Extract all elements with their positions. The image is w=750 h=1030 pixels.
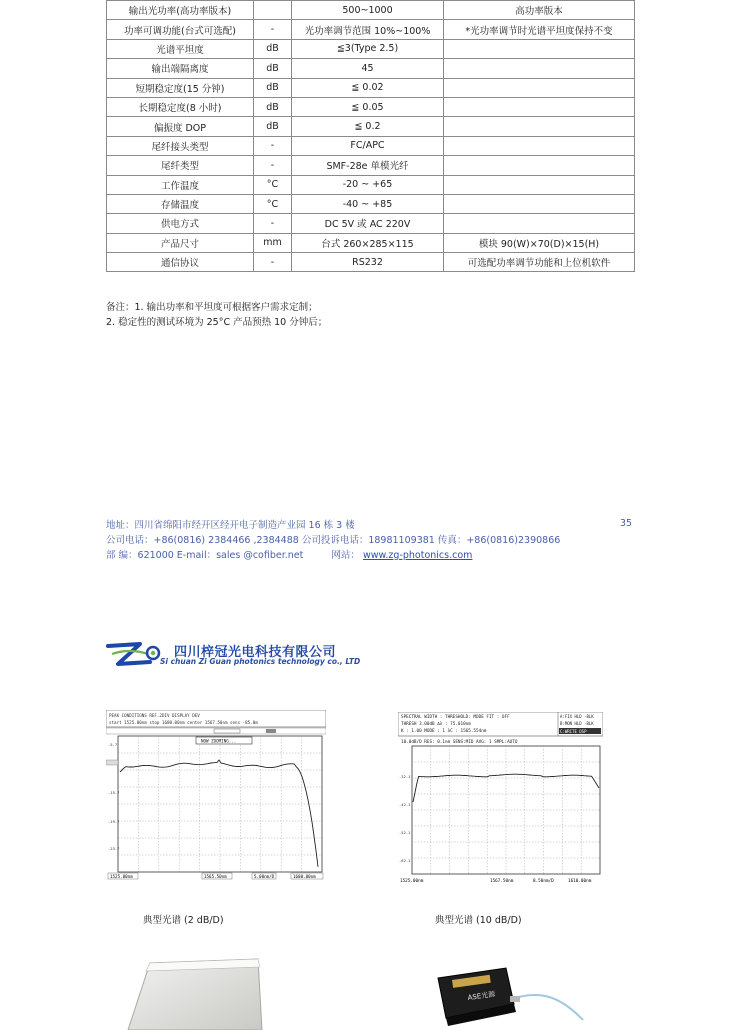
table-cell: - [254,20,292,39]
table-row [107,1,635,20]
table-cell [444,156,635,175]
notes [106,300,327,330]
note-line-2: 2. 稳定性的测试环境为 25°C 产品预热 10 分钟后； [106,317,328,328]
table-cell: 输出光功率(高功率版本) [107,1,254,20]
table-row [107,233,635,252]
table-cell: 产品尺寸 [107,233,254,252]
module-unit-photo [418,960,588,1030]
table-cell [444,59,635,78]
table-cell: mm [254,233,292,252]
table-cell: 高功率版本 [444,1,635,20]
table-cell: 长期稳定度(8 小时) [107,97,254,116]
svg-text:-15.7: -15.7 [108,790,120,795]
table-cell: - [254,136,292,155]
svg-text:-52.1: -52.1 [399,830,411,835]
table-row [107,78,635,97]
spectrum-right-scale: 10.0dB/D RES: 0.1nm SENS:MID AVG: 1 SMPL:AUTO [401,740,518,745]
spectrum-right-x-end: 1610.00nm [568,879,592,884]
spectrum-left-caption: 典型光谱 (2 dB/D) [143,915,224,926]
spectrum-left [106,710,326,882]
footer-address: 地址：四川省绵阳市经开区经开电子制造产业园 16 栋 3 楼 [106,520,355,531]
table-cell: 尾纤类型 [107,156,254,175]
table-cell: 尾纤接头类型 [107,136,254,155]
spectrum-right-side-2: B:MON HLD -BLK [560,721,594,726]
table-cell: SMF-28e 单模光纤 [292,156,444,175]
table-cell: - [254,156,292,175]
svg-text:-23.7: -23.7 [108,846,120,851]
table-row [107,136,635,155]
table-cell: 光谱平坦度 [107,39,254,58]
table-cell: 功率可调功能(台式可选配) [107,20,254,39]
table-row [107,175,635,194]
benchtop-unit-photo [120,955,280,1030]
zg-logo-icon [108,644,159,664]
spec-table [106,0,635,272]
spectrum-right-x-span: 8.50nm/D [533,879,554,884]
spectrum-right-header-3: K : 1.00 MODE : 1 λC : 1565.554nm [401,729,487,734]
table-cell: 供电方式 [107,214,254,233]
table-cell [444,78,635,97]
table-cell [444,117,635,136]
note-line-1: 备注：1. 输出功率和平坦度可根据客户需求定制； [106,302,318,313]
table-row [107,59,635,78]
table-row [107,156,635,175]
svg-text:-19.7: -19.7 [108,819,120,824]
table-cell: 存储温度 [107,194,254,213]
table-cell: dB [254,59,292,78]
table-cell [254,1,292,20]
footer-website-link[interactable]: www.zg-photonics.com [362,550,473,561]
spectrum-right-side-3: C:WRITE DSP [560,729,587,734]
table-cell: 45 [292,59,444,78]
table-cell: 500~1000 [292,1,444,20]
table-cell: -20 ~ +65 [292,175,444,194]
svg-text:-62.1: -62.1 [399,858,411,863]
table-cell: -40 ~ +85 [292,194,444,213]
table-cell: - [254,214,292,233]
table-row [107,214,635,233]
table-cell [444,175,635,194]
spectrum-left-x-center: 1565.50nm [204,874,227,879]
table-cell: DC 5V 或 AC 220V [292,214,444,233]
spectrum-right-header-1: SPECTRAL WIDTH : THRESHOLD: MODE FIT : OFF [401,715,510,720]
table-cell: °C [254,175,292,194]
table-cell: FC/APC [292,136,444,155]
table-cell [444,136,635,155]
table-cell: 通信协议 [107,253,254,272]
footer-postcode: 部 编：621000 E-mail：sales @cofiber.net [106,550,304,561]
spectrum-right-caption: 典型光谱 (10 dB/D) [435,915,522,926]
table-cell: 输出端隔离度 [107,59,254,78]
spectrum-right-x-center: 1567.50nm [490,879,514,884]
table-cell: 短期稳定度(15 分钟) [107,78,254,97]
table-cell [444,97,635,116]
company-name-en: Si chuan Zi Guan photonics technology co., LTD [160,657,361,666]
table-cell: - [254,253,292,272]
table-cell: 偏振度 DOP [107,117,254,136]
footer-contact [106,548,636,563]
table-row [107,20,635,39]
table-cell: 可选配功率调节功能和上位机软件 [444,253,635,272]
footer-phone: 公司电话：+86(0816) 2384466 ,2384488 公司投诉电话：18981109381 传真：+86(0816)2390866 [106,535,561,546]
logo-text: ZG [108,669,110,670]
spectrum-right-x-start: 1525.00nm [400,879,424,884]
svg-text:-32.1: -32.1 [399,774,411,779]
module-unit-label: ASE光源 [467,990,496,1002]
spectrum-left-x-start: 1525.00nm [110,874,133,879]
spectrum-left-x-span: 5.00nm/D [254,874,275,879]
table-cell: 台式 260×285×115 [292,233,444,252]
company-name-cn: 四川梓冠光电科技有限公司 [174,645,337,660]
table-cell: dB [254,39,292,58]
table-cell: dB [254,78,292,97]
table-cell: 模块 90(W)×70(D)×15(H) [444,233,635,252]
table-cell: ≦ 0.05 [292,97,444,116]
spectrum-right [398,712,603,884]
table-row [107,117,635,136]
page-number: 35 [620,518,633,529]
spectrum-left-marker: NOW ZOOMING... [201,738,237,744]
table-cell: dB [254,117,292,136]
spectrum-right-side-1: A:FIX HLD -BLK [560,714,594,719]
table-cell [444,194,635,213]
svg-text:-5.7: -5.7 [108,742,118,747]
svg-text:-42.1: -42.1 [399,802,411,807]
table-cell: dB [254,97,292,116]
table-cell: RS232 [292,253,444,272]
table-row [107,39,635,58]
table-row [107,194,635,213]
footer [106,518,636,563]
table-cell: 工作温度 [107,175,254,194]
table-cell: *光功率调节时光谱平坦度保持不变 [444,20,635,39]
table-cell: ≦ 0.02 [292,78,444,97]
spectrum-left-header-1: PEAK CONDITIONS REF.2DIV DISPLAY DEV [109,713,200,718]
spectrum-left-header-2: start 1525.00nm stop 1600.00nm center 1567.50nm sens -85.0m [109,720,258,725]
table-cell: 光功率调节范围 10%~100% [292,20,444,39]
table-cell: °C [254,194,292,213]
table-cell: ≦3(Type 2.5) [292,39,444,58]
table-cell [444,214,635,233]
spectrum-right-header-2: THRESH 3.00dB Δλ : 75.010nm [401,722,471,727]
spectrum-left-x-end: 1600.00nm [293,874,316,879]
table-row [107,97,635,116]
table-cell [444,39,635,58]
table-cell: ≦ 0.2 [292,117,444,136]
footer-website-label: 网站： [331,550,360,561]
table-row [107,253,635,272]
